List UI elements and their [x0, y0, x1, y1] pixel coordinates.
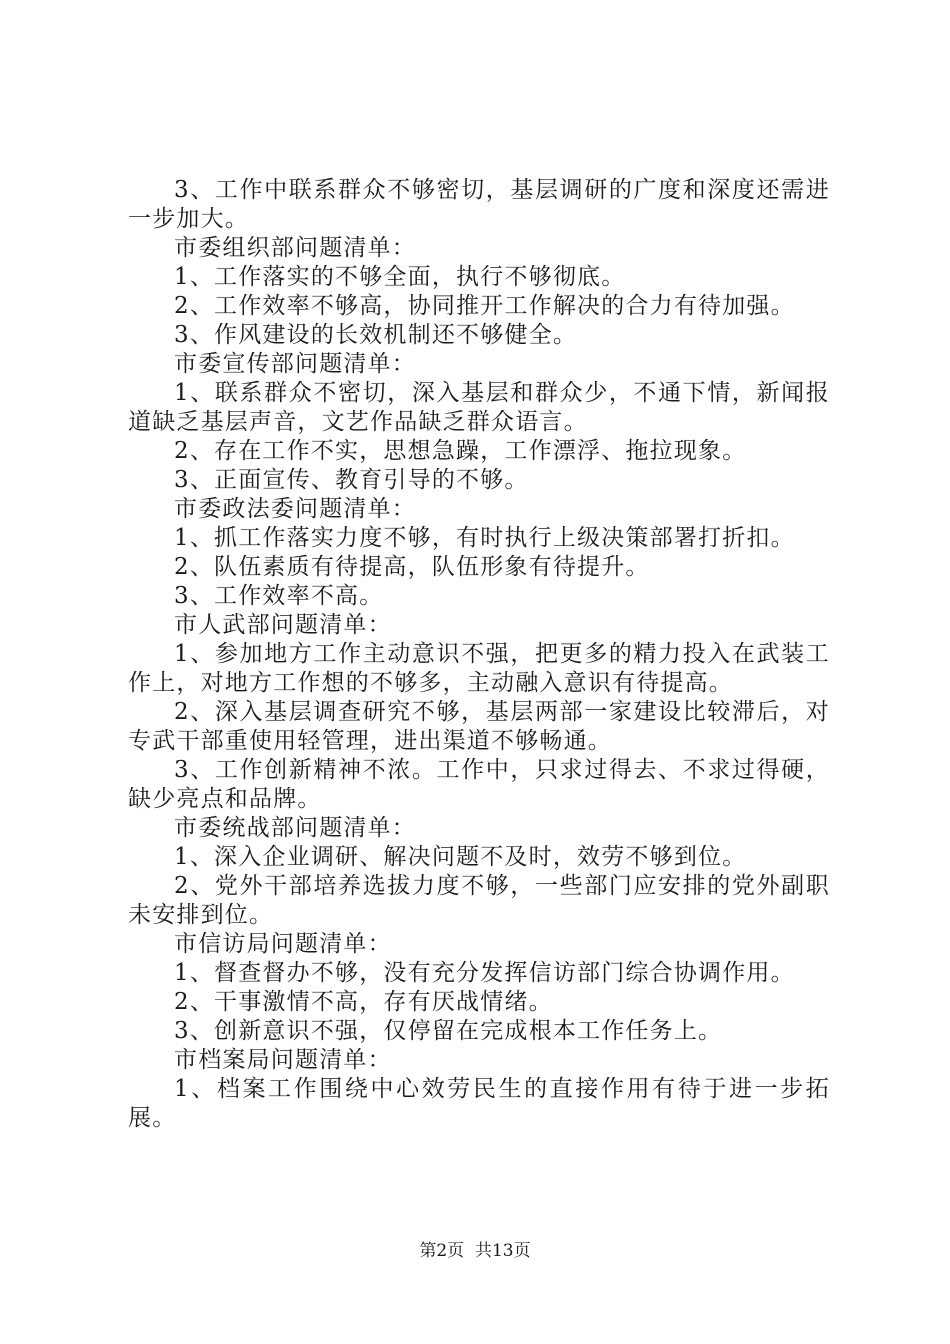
- paragraph: 1、联系群众不密切，深入基层和群众少，不通下情，新闻报道缺乏基层声音，文艺作品缺乏群众语言。: [128, 380, 830, 435]
- section-heading: 市委政法委问题清单：: [174, 496, 416, 522]
- paragraph: 3、作风建设的长效机制还不够健全。: [174, 322, 578, 348]
- paragraph: 1、档案工作围绕中心效劳民生的直接作用有待于进一步拓展。: [128, 1076, 830, 1131]
- section-heading: 市信访局问题清单：: [174, 931, 392, 957]
- section-heading: 市档案局问题清单：: [174, 1047, 392, 1073]
- paragraph: 3、正面宣传、教育引导的不够。: [174, 467, 529, 493]
- paragraph: 3、工作效率不高。: [174, 583, 384, 609]
- paragraph: 2、队伍素质有待提高，队伍形象有待提升。: [174, 554, 650, 580]
- paragraph: 2、党外干部培养选拔力度不够，一些部门应安排的党外副职未安排到位。: [128, 873, 830, 928]
- paragraph: 2、深入基层调查研究不够，基层两部一家建设比较滞后，对专武干部重使用轻管理，进出渠道不够畅通。: [128, 699, 830, 754]
- section-heading: 市委统战部问题清单：: [174, 815, 416, 841]
- paragraph: 1、工作落实的不够全面，执行不够彻底。: [174, 264, 626, 290]
- section-heading: 市委宣传部问题清单：: [174, 351, 416, 377]
- paragraph: 1、参加地方工作主动意识不强，把更多的精力投入在武装工作上，对地方工作想的不够多，主动融入意识有待提高。: [128, 641, 830, 696]
- paragraph: 1、抓工作落实力度不够，有时执行上级决策部署打折扣。: [174, 525, 795, 551]
- paragraph: 1、深入企业调研、解决问题不及时，效劳不够到位。: [174, 844, 747, 870]
- section-heading: 市委组织部问题清单：: [174, 235, 416, 261]
- paragraph: 1、督查督办不够，没有充分发挥信访部门综合协调作用。: [174, 960, 795, 986]
- paragraph: 3、工作创新精神不浓。工作中，只求过得去、不求过得硬，缺少亮点和品牌。: [128, 757, 830, 812]
- paragraph: 3、工作中联系群众不够密切，基层调研的广度和深度还需进一步加大。: [128, 177, 830, 232]
- page-number-footer: 第2页 共13页: [419, 1241, 531, 1261]
- paragraph: 2、工作效率不够高，协同推开工作解决的合力有待加强。: [174, 293, 795, 319]
- paragraph: 2、存在工作不实，思想急躁，工作漂浮、拖拉现象。: [174, 438, 747, 464]
- document-body: [128, 176, 830, 1133]
- section-heading: 市人武部问题清单：: [174, 612, 392, 638]
- paragraph: 2、干事激情不高，存有厌战情绪。: [174, 989, 553, 1015]
- paragraph: 3、创新意识不强，仅停留在完成根本工作任务上。: [174, 1018, 723, 1044]
